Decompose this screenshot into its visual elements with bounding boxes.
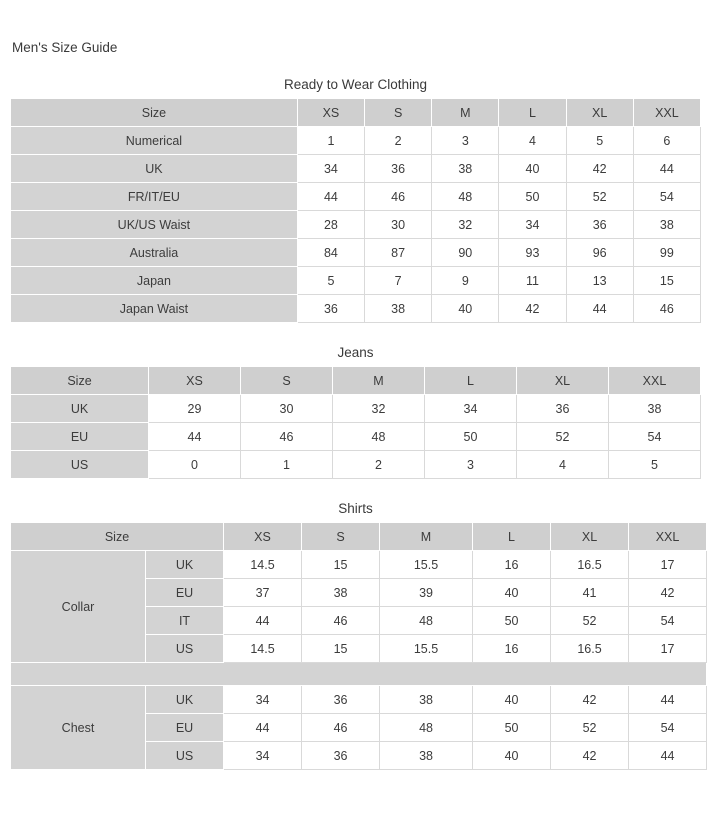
table-row xyxy=(11,239,701,267)
table-cell: 36 xyxy=(365,155,432,183)
table-cell: 16 xyxy=(473,551,551,579)
table-cell: 17 xyxy=(629,551,707,579)
table-cell: 52 xyxy=(551,714,629,742)
table-cell: 42 xyxy=(499,295,566,323)
table-cell: 15 xyxy=(302,551,380,579)
table-cell: 46 xyxy=(302,714,380,742)
table-cell: 46 xyxy=(302,607,380,635)
table-row xyxy=(11,395,701,423)
row-label: Australia xyxy=(11,239,298,267)
section-shirts xyxy=(0,501,711,770)
page-title: Men's Size Guide xyxy=(12,40,118,55)
row-label: UK/US Waist xyxy=(11,211,298,239)
column-header: Size xyxy=(11,367,149,395)
row-label: US xyxy=(146,742,224,770)
table-cell: 48 xyxy=(432,183,499,211)
table-row xyxy=(11,686,707,714)
group-label-collar: Collar xyxy=(11,551,146,663)
table-cell: 36 xyxy=(517,395,609,423)
table-cell: 15 xyxy=(302,635,380,663)
table-cell: 0 xyxy=(149,451,241,479)
table-cell: 54 xyxy=(629,714,707,742)
row-label: Japan Waist xyxy=(11,295,298,323)
table-cell: 5 xyxy=(297,267,364,295)
table-group-separator xyxy=(11,663,707,686)
table-row xyxy=(11,267,701,295)
table-cell: 9 xyxy=(432,267,499,295)
table-cell: 42 xyxy=(551,742,629,770)
table-cell: 1 xyxy=(241,451,333,479)
column-header: XXL xyxy=(633,99,700,127)
row-label: IT xyxy=(146,607,224,635)
table-cell: 6 xyxy=(633,127,700,155)
table-jeans xyxy=(10,366,701,479)
table-cell: 2 xyxy=(365,127,432,155)
section-title-jeans: Jeans xyxy=(337,345,374,360)
table-cell: 54 xyxy=(609,423,701,451)
table-cell: 38 xyxy=(380,686,473,714)
column-header: M xyxy=(380,523,473,551)
table-row xyxy=(11,127,701,155)
table-cell: 48 xyxy=(380,607,473,635)
table-cell: 44 xyxy=(633,155,700,183)
column-header: Size xyxy=(11,523,224,551)
size-guide-page xyxy=(0,40,711,770)
table-cell: 50 xyxy=(499,183,566,211)
table-row xyxy=(11,155,701,183)
column-header: XS xyxy=(149,367,241,395)
table-cell: 50 xyxy=(473,714,551,742)
table-cell: 14.5 xyxy=(224,551,302,579)
table-cell: 34 xyxy=(499,211,566,239)
table-cell: 15.5 xyxy=(380,551,473,579)
table-cell: 40 xyxy=(499,155,566,183)
table-cell: 48 xyxy=(380,714,473,742)
table-cell: 11 xyxy=(499,267,566,295)
table-cell: 44 xyxy=(629,742,707,770)
column-header: S xyxy=(302,523,380,551)
column-header: XXL xyxy=(609,367,701,395)
table-cell: 16.5 xyxy=(551,635,629,663)
column-header: XL xyxy=(566,99,633,127)
table-cell: 52 xyxy=(517,423,609,451)
table-shirts xyxy=(10,522,707,770)
table-cell: 34 xyxy=(297,155,364,183)
table-cell: 30 xyxy=(365,211,432,239)
table-cell: 36 xyxy=(297,295,364,323)
row-label: UK xyxy=(11,155,298,183)
column-header: XXL xyxy=(629,523,707,551)
row-label: Japan xyxy=(11,267,298,295)
column-header: S xyxy=(241,367,333,395)
table-cell: 37 xyxy=(224,579,302,607)
table-cell: 34 xyxy=(224,742,302,770)
table-cell: 48 xyxy=(333,423,425,451)
table-cell: 38 xyxy=(380,742,473,770)
table-cell: 38 xyxy=(609,395,701,423)
row-label: US xyxy=(11,451,149,479)
column-header: XS xyxy=(297,99,364,127)
table-cell: 4 xyxy=(499,127,566,155)
table-cell: 32 xyxy=(432,211,499,239)
table-cell: 29 xyxy=(149,395,241,423)
table-cell: 34 xyxy=(425,395,517,423)
column-header: XL xyxy=(517,367,609,395)
group-label-chest: Chest xyxy=(11,686,146,770)
table-cell: 38 xyxy=(432,155,499,183)
table-ready-to-wear xyxy=(10,98,701,323)
table-cell: 50 xyxy=(473,607,551,635)
table-cell: 38 xyxy=(633,211,700,239)
table-row xyxy=(11,451,701,479)
section-title-shirts: Shirts xyxy=(338,501,373,516)
table-cell: 30 xyxy=(241,395,333,423)
column-header: L xyxy=(425,367,517,395)
table-cell: 5 xyxy=(609,451,701,479)
table-cell: 13 xyxy=(566,267,633,295)
column-header: S xyxy=(365,99,432,127)
table-cell: 87 xyxy=(365,239,432,267)
table-cell: 38 xyxy=(302,579,380,607)
table-cell: 15 xyxy=(633,267,700,295)
table-row xyxy=(11,295,701,323)
row-label: UK xyxy=(146,551,224,579)
table-cell: 42 xyxy=(629,579,707,607)
row-label: EU xyxy=(11,423,149,451)
table-cell: 28 xyxy=(297,211,364,239)
column-header: L xyxy=(473,523,551,551)
table-cell: 44 xyxy=(297,183,364,211)
table-cell: 84 xyxy=(297,239,364,267)
table-cell: 3 xyxy=(425,451,517,479)
table-cell: 14.5 xyxy=(224,635,302,663)
table-cell: 96 xyxy=(566,239,633,267)
table-cell: 2 xyxy=(333,451,425,479)
table-cell: 44 xyxy=(149,423,241,451)
row-label: UK xyxy=(146,686,224,714)
column-header: XL xyxy=(551,523,629,551)
row-label: FR/IT/EU xyxy=(11,183,298,211)
table-row xyxy=(11,423,701,451)
table-cell: 93 xyxy=(499,239,566,267)
table-cell: 46 xyxy=(365,183,432,211)
table-cell: 1 xyxy=(297,127,364,155)
row-label: Numerical xyxy=(11,127,298,155)
table-cell: 52 xyxy=(551,607,629,635)
table-cell: 32 xyxy=(333,395,425,423)
column-header: L xyxy=(499,99,566,127)
table-cell: 41 xyxy=(551,579,629,607)
section-title-ready-to-wear: Ready to Wear Clothing xyxy=(283,77,428,92)
table-cell: 44 xyxy=(629,686,707,714)
table-cell: 54 xyxy=(629,607,707,635)
table-cell: 40 xyxy=(473,579,551,607)
table-cell: 5 xyxy=(566,127,633,155)
table-cell: 44 xyxy=(224,607,302,635)
table-cell: 40 xyxy=(473,686,551,714)
row-label: UK xyxy=(11,395,149,423)
column-header: XS xyxy=(224,523,302,551)
table-cell: 52 xyxy=(566,183,633,211)
table-cell: 17 xyxy=(629,635,707,663)
table-cell: 38 xyxy=(365,295,432,323)
table-cell: 36 xyxy=(302,742,380,770)
table-cell: 40 xyxy=(432,295,499,323)
column-header: M xyxy=(333,367,425,395)
table-header-row xyxy=(11,99,701,127)
table-cell: 15.5 xyxy=(380,635,473,663)
table-cell: 40 xyxy=(473,742,551,770)
table-cell: 46 xyxy=(241,423,333,451)
table-header-row xyxy=(11,367,701,395)
table-cell: 4 xyxy=(517,451,609,479)
table-cell: 90 xyxy=(432,239,499,267)
table-row xyxy=(11,183,701,211)
table-cell: 42 xyxy=(566,155,633,183)
column-header: Size xyxy=(11,99,298,127)
table-cell: 16 xyxy=(473,635,551,663)
table-cell: 46 xyxy=(633,295,700,323)
table-cell: 42 xyxy=(551,686,629,714)
table-cell: 3 xyxy=(432,127,499,155)
row-label: US xyxy=(146,635,224,663)
table-cell: 99 xyxy=(633,239,700,267)
table-cell: 36 xyxy=(566,211,633,239)
table-row xyxy=(11,211,701,239)
row-label: EU xyxy=(146,714,224,742)
table-cell: 39 xyxy=(380,579,473,607)
table-cell: 36 xyxy=(302,686,380,714)
table-cell: 44 xyxy=(566,295,633,323)
section-jeans xyxy=(0,345,711,479)
table-cell: 7 xyxy=(365,267,432,295)
table-cell: 50 xyxy=(425,423,517,451)
column-header: M xyxy=(432,99,499,127)
table-cell: 54 xyxy=(633,183,700,211)
table-cell: 34 xyxy=(224,686,302,714)
table-cell: 16.5 xyxy=(551,551,629,579)
row-label: EU xyxy=(146,579,224,607)
table-header-row xyxy=(11,523,707,551)
table-cell: 44 xyxy=(224,714,302,742)
section-ready-to-wear xyxy=(0,77,711,323)
separator-cell xyxy=(11,663,707,686)
table-row xyxy=(11,551,707,579)
